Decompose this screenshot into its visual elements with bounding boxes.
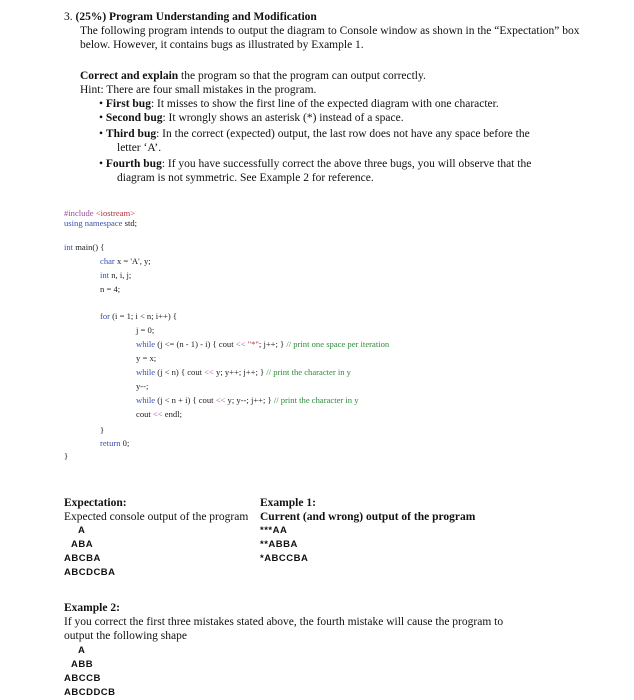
expectation-line: ABCBA: [64, 553, 101, 564]
code-comment: // print the character in y: [271, 395, 359, 405]
code-n-assign: n = 4;: [100, 284, 121, 294]
code-token: y; y--; j++; }: [225, 395, 272, 405]
code-token: using namespace: [64, 218, 123, 228]
expectation-title: Expectation:: [64, 497, 127, 509]
expectation-line: A: [78, 525, 86, 536]
code-while-2: [136, 367, 351, 377]
hint-line: Hint: There are four small mistakes in the program.: [80, 84, 317, 96]
bug-title: Fourth bug: [105, 158, 162, 170]
bug-title: Third bug: [105, 128, 157, 140]
code-token: while: [136, 395, 156, 405]
code-token: <<: [215, 395, 226, 405]
example2-shape-line: ABCCB: [64, 673, 101, 684]
example2-line-2: output the following shape: [64, 630, 187, 642]
code-token: <iostream>: [95, 208, 136, 218]
bug-3-cont: letter ‘A’.: [117, 142, 162, 154]
code-include: [64, 208, 135, 218]
task-bold: Correct and explain: [80, 70, 179, 82]
code-j-reset: j = 0;: [136, 325, 155, 335]
bug-text: : It wrongly shows an asterisk (*) instead of a space.: [162, 112, 404, 124]
code-token: std;: [122, 218, 138, 228]
intro-line-2: below. However, it contains bugs as illustrated by Example 1.: [80, 39, 364, 51]
bullet-icon: •: [99, 158, 104, 170]
code-token: <<: [235, 339, 246, 349]
code-token: int: [100, 270, 110, 280]
bug-2: [99, 111, 404, 125]
code-token: y; y++; j++; }: [213, 367, 265, 377]
bug-text: : It misses to show the first line of the expected diagram with one character.: [150, 98, 499, 110]
example1-title: Example 1:: [260, 497, 316, 509]
code-token: char: [100, 256, 115, 266]
code-return: [100, 438, 129, 448]
code-token: "*": [245, 339, 259, 349]
example2-shape-line: ABCDDCB: [64, 687, 116, 698]
bug-text: : If you have successfully correct the above three bugs, you will observe that the: [161, 158, 532, 170]
code-token: main() {: [73, 242, 105, 252]
bug-4: [99, 157, 531, 171]
code-token: x = 'A', y;: [114, 256, 151, 266]
bug-4-cont: diagram is not symmetric. See Example 2 for reference.: [117, 172, 374, 184]
bullet-icon: •: [99, 112, 104, 124]
code-int-decl: [100, 270, 131, 280]
code-close-for: }: [100, 425, 105, 435]
bullet-icon: •: [99, 128, 104, 140]
code-token: for: [100, 311, 111, 321]
code-token: (i = 1; i < n; i++) {: [110, 311, 177, 321]
code-token: int: [64, 242, 74, 252]
example2-shape-line: ABB: [71, 659, 94, 670]
code-char-decl: [100, 256, 151, 266]
bug-3: [99, 127, 530, 141]
example2-shape-line: A: [78, 645, 86, 656]
bullet-icon: •: [99, 98, 104, 110]
code-token: while: [136, 367, 156, 377]
code-using: [64, 218, 137, 228]
code-token: <<: [204, 367, 214, 377]
code-while-1: [136, 339, 389, 349]
code-main: [64, 242, 104, 252]
example1-line: *ABCCBA: [260, 553, 309, 564]
code-token: cout: [136, 409, 153, 419]
question-header: [64, 10, 317, 24]
code-y-assign: y = x;: [136, 353, 157, 363]
code-token: <<: [152, 409, 163, 419]
expectation-line: ABA: [71, 539, 94, 550]
bug-text: : In the correct (expected) output, the last row does not have any space before the: [156, 128, 530, 140]
example1-line: **ABBA: [260, 539, 298, 550]
code-token: endl;: [162, 409, 182, 419]
example1-line: ***AA: [260, 525, 288, 536]
task-rest: the program so that the program can output correctly.: [178, 70, 426, 82]
code-token: (j < n + i) { cout: [155, 395, 216, 405]
code-while-3: [136, 395, 359, 405]
example2-title: Example 2:: [64, 602, 120, 614]
task-line: [80, 69, 426, 83]
code-token: return: [100, 438, 121, 448]
intro-line-1: The following program intends to output the diagram to Console window as shown in the “Expectation” box: [80, 25, 580, 37]
question-number: 3.: [64, 11, 73, 23]
code-token: while: [136, 339, 156, 349]
code-token: (j <= (n - 1) - i) { cout: [155, 339, 236, 349]
bug-title: First bug: [105, 98, 151, 110]
example2-line-1: If you correct the first three mistakes stated above, the fourth mistake will cause the program to: [64, 616, 504, 628]
code-comment: // print one space per iteration: [284, 339, 390, 349]
code-token: n, i, j;: [109, 270, 132, 280]
expectation-subtitle: Expected console output of the program: [64, 511, 249, 523]
example1-subtitle: Current (and wrong) output of the program: [260, 511, 476, 523]
code-for: [100, 311, 177, 321]
expectation-line: ABCDCBA: [64, 567, 116, 578]
code-token: 0;: [120, 438, 130, 448]
code-token: (j < n) { cout: [155, 367, 205, 377]
bug-1: [99, 97, 499, 111]
question-weight: (25%) Program Understanding and Modification: [75, 11, 317, 23]
code-token: #include: [64, 208, 94, 218]
code-token: ; j++; }: [258, 339, 285, 349]
code-close-main: }: [64, 451, 69, 461]
code-comment: // print the character in y: [264, 367, 351, 377]
code-cout-endl: [136, 409, 182, 419]
code-y-decrement: y--;: [136, 381, 149, 391]
bug-title: Second bug: [105, 112, 163, 124]
